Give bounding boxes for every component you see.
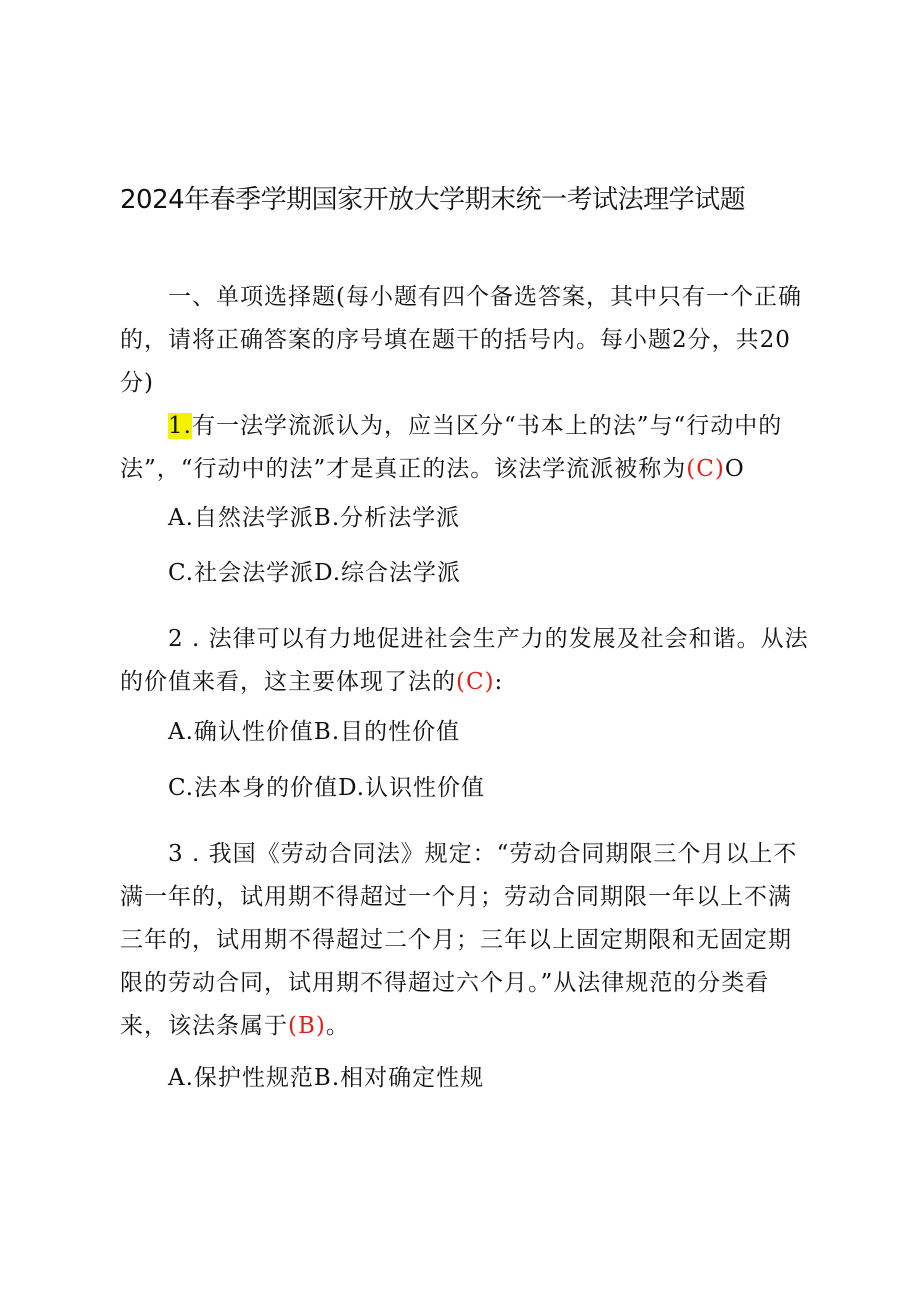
question-2-number: 2 (168, 626, 184, 652)
question-1-option-line-1: A.自然法学派B.分析法学派 (168, 505, 461, 531)
question-2-option-line-2: C.法本身的价值D.认识性价值 (168, 775, 486, 801)
question-3-stem: . 我国《劳动合同法》规定：“劳动合同期限三个月以上不满一年的，试用期不得超过一个月；劳动合同期限一年以上不满三年的，试用期不得超过二个月；三年以上固定期限和无固定期限的劳动合同，试用期不得超过六个月。”从法律规范的分类看来，该法条属于 (120, 841, 798, 1039)
question-3-option-line-1: A.保护性规范B.相对确定性规 (168, 1065, 485, 1091)
question-2-stem: . 法律可以有力地促进社会生产力的发展及社会和谐。从法的价值来看，这主要体现了法的 (120, 626, 809, 695)
question-1-option-line-2: C.社会法学派D.综合法学派 (168, 560, 462, 586)
question-1-tail: O (724, 456, 745, 482)
question-1 (120, 405, 810, 491)
question-2-answer: (C) (456, 669, 495, 695)
question-2-tail: : (494, 669, 504, 695)
section-heading: 一、单项选择题(每小题有四个备选答案，其中只有一个正确的，请将正确答案的序号填在题干的括号内。每小题2分，共20分) (120, 284, 802, 396)
question-1-answer: (C) (686, 456, 725, 482)
question-1-number: 1. (168, 413, 192, 439)
document-title: 2024年春季学期国家开放大学期末统一考试法理学试题 (120, 185, 746, 215)
question-2-option-line-1: A.确认性价值B.目的性价值 (168, 719, 461, 745)
question-3-number: 3 (168, 841, 184, 867)
question-3-tail: 。 (325, 1013, 350, 1039)
question-1-stem: 有一法学流派认为，应当区分“书本上的法”与“行动中的法”，“行动中的法”才是真正的法。该法学流派被称为 (120, 413, 783, 482)
question-3-answer: (B) (288, 1013, 326, 1039)
question-3 (120, 833, 810, 1048)
question-2 (120, 618, 810, 704)
